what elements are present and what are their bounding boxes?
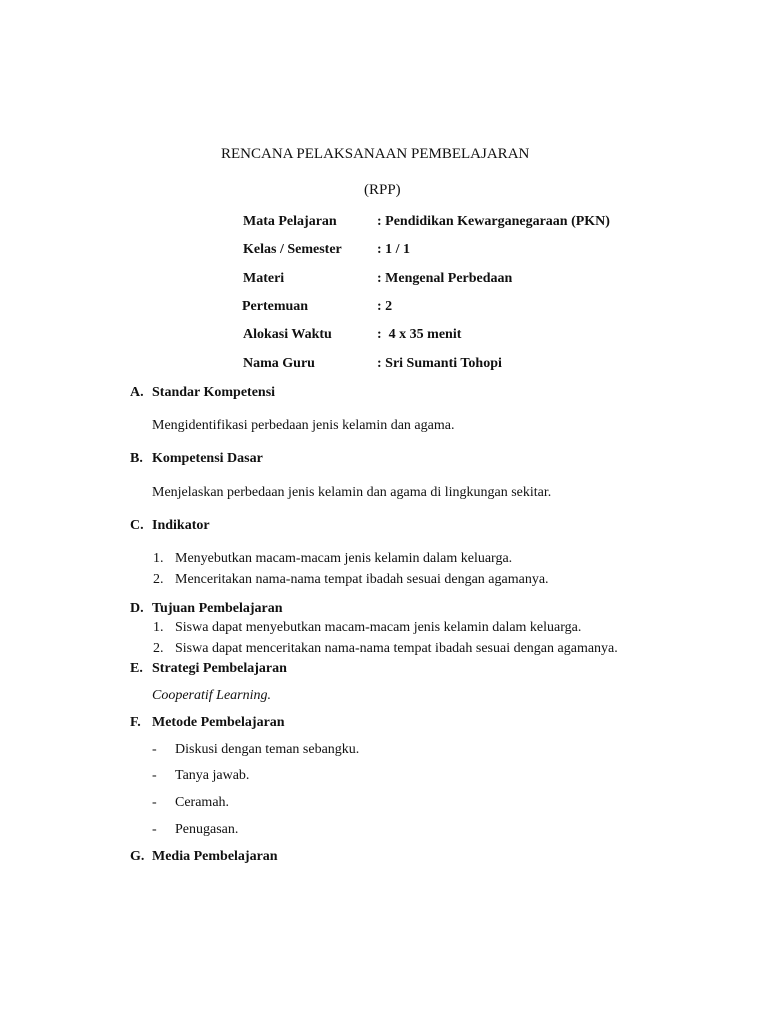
section-letter: D. [130,601,144,616]
section-heading: Indikator [152,518,210,533]
info-label-nama-guru: Nama Guru [243,356,315,371]
list-item: Tanya jawab. [175,768,250,783]
list-item-marker: 2. [153,572,164,587]
section-heading: Tujuan Pembelajaran [152,601,283,616]
list-item: Siswa dapat menyebutkan macam-macam jenis kelamin dalam keluarga. [175,620,582,635]
list-item: Penugasan. [175,822,239,837]
section-letter: E. [130,661,143,676]
list-item: Menceritakan nama-nama tempat ibadah sesuai dengan agamanya. [175,572,549,587]
section-letter: F. [130,715,141,730]
info-label-pertemuan: Pertemuan [242,299,309,314]
section-heading: Metode Pembelajaran [152,715,285,730]
info-label-mata-pelajaran: Mata Pelajaran [243,214,337,229]
section-letter: B. [130,451,143,466]
list-item: Diskusi dengan teman sebangku. [175,742,360,757]
document-title: RENCANA PELAKSANAAN PEMBELAJARAN [221,146,530,162]
list-item-marker: - [152,768,157,783]
list-item-marker: 1. [153,551,164,566]
list-item: Menyebutkan macam-macam jenis kelamin dalam keluarga. [175,551,513,566]
info-value-alokasi-waktu: : 4 x 35 menit [377,327,462,342]
info-label-kelas-semester: Kelas / Semester [243,242,342,257]
section-heading: Media Pembelajaran [152,849,278,864]
info-label-materi: Materi [243,271,285,286]
list-item-marker: 1. [153,620,164,635]
list-item-marker: - [152,795,157,810]
section-text: Mengidentifikasi perbedaan jenis kelamin dan agama. [152,418,455,433]
list-item-marker: 2. [153,641,164,656]
info-value-pertemuan: : 2 [377,299,393,314]
list-item-marker: - [152,742,157,757]
info-value-kelas-semester: : 1 / 1 [377,242,411,257]
list-item: Siswa dapat menceritakan nama-nama tempat ibadah sesuai dengan agamanya. [175,641,618,656]
section-heading: Strategi Pembelajaran [152,661,287,676]
info-value-nama-guru: : Sri Sumanti Tohopi [377,356,502,371]
list-item: Ceramah. [175,795,230,810]
section-heading: Standar Kompetensi [152,385,276,400]
section-letter: G. [130,849,145,864]
section-text: Cooperatif Learning. [152,688,272,703]
info-value-mata-pelajaran: : Pendidikan Kewarganegaraan (PKN) [377,214,610,229]
section-heading: Kompetensi Dasar [152,451,263,466]
info-value-materi: : Mengenal Perbedaan [377,271,513,286]
section-letter: C. [130,518,144,533]
info-label-alokasi-waktu: Alokasi Waktu [243,327,332,342]
section-text: Menjelaskan perbedaan jenis kelamin dan agama di lingkungan sekitar. [152,485,552,500]
section-letter: A. [130,385,144,400]
list-item-marker: - [152,822,157,837]
document-subtitle: (RPP) [364,182,401,198]
